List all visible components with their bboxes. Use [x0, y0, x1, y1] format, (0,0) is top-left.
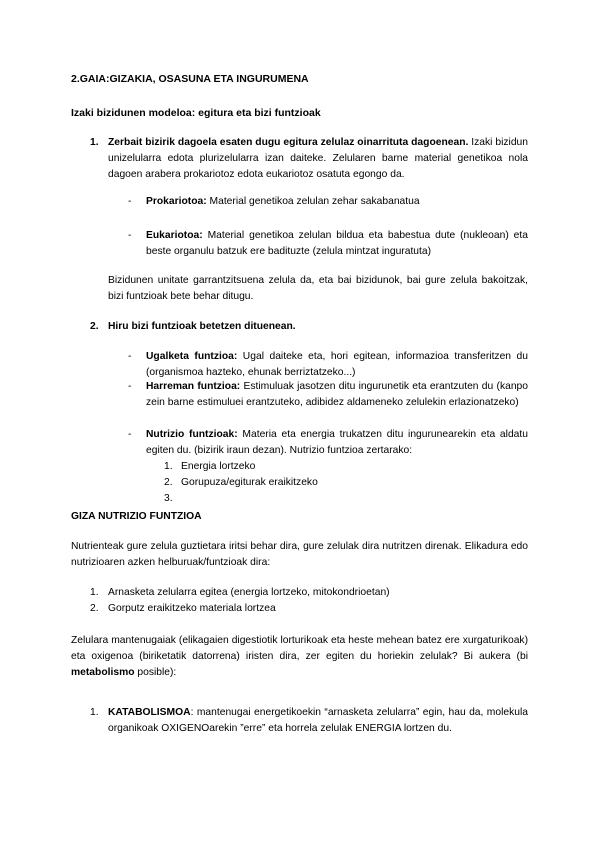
- nutrizio-sub-1-number: 1.: [164, 461, 173, 472]
- eukariotoa-label: Eukariotoa:: [146, 230, 203, 241]
- goal-1-number: 1.: [90, 587, 99, 598]
- ugalketa-dash: -: [128, 351, 132, 362]
- nutrizio-label: Nutrizio funtzioak:: [146, 429, 238, 440]
- harreman-text: Estimuluak jasotzen ditu ingurunetik eta erantzuten du (kanpo zein barne estimuluei erantzuteko, adibidez aldameneko zelulekin erlazionatzeko): [146, 381, 528, 408]
- eukariotoa-item: [146, 228, 528, 260]
- zelulara-text-a: Zelulara mantenugaiak (elikagaien digestiotik lorturikoak eta heste mehean batez ere xurgaturikoak) eta oxigenoa (biriketatik datorrena) iristen dira, zer egiten du horiekin zelulak? Bi aukera (bi: [71, 635, 528, 662]
- katabolismoa-text: : mantenugai energetikoekin “arnasketa zelularra” egin, hau da, molekula organikoak OXIGENOarekin ”erre” eta horrela zelulak ENERGIA lortzen du.: [108, 707, 528, 734]
- item2-heading: Hiru bizi funtzioak betetzen dituenean.: [108, 321, 296, 332]
- prokariotoa-label: Prokariotoa:: [146, 196, 207, 207]
- nutrizio-sub-3-number: 3.: [164, 493, 173, 504]
- item1-paragraph: [108, 135, 528, 183]
- katabolismoa-item: [108, 705, 528, 737]
- item2-number: 2.: [90, 321, 99, 332]
- harreman-item: [146, 379, 528, 411]
- prokariotoa-item: [146, 194, 528, 210]
- ugalketa-item: [146, 349, 528, 381]
- zelulara-bold: metabolismo: [71, 667, 135, 678]
- page-title: 2.GAIA:GIZAKIA, OSASUNA ETA INGURUMENA: [71, 73, 309, 85]
- nutrizio-sub-2-text: Gorupuza/egiturak eraikitzeko: [181, 477, 318, 488]
- harreman-dash: -: [128, 381, 132, 392]
- ugalketa-text: Ugal daiteke eta, hori egitean, informazioa transferitzen du (organismoa hazteko, ehunak berriztatzeko...): [146, 351, 528, 378]
- zelulara-text-b: posible):: [134, 667, 177, 678]
- nutrizio-dash: -: [128, 429, 132, 440]
- harreman-label: Harreman funtzioa:: [146, 381, 241, 392]
- goal-1-text: Arnasketa zelularra egitea (energia lortzeko, mitokondrioetan): [108, 587, 390, 598]
- nutrient-paragraph: Nutrienteak gure zelula guztietara iritsi behar dira, gure zelulak dira nutritzen direnak. Elikadura edo nutrizioaren azken helburuak/funtzioak dira:: [71, 541, 528, 568]
- item1-text: Izaki bizidun unizelularra edota plurizelularra izan daiteke. Zelularen barne material genetikoa nola dagoen arabera prokariotoz edota eukariotoz osatuta egongo da.: [108, 137, 528, 180]
- nutrizio-item: [146, 427, 528, 459]
- eukariotoa-text: Material genetikoa zelulan bildua eta babestua dute (nukleoan) eta beste organulu batzuk ere badituzte (zelula mintzat inguratuta): [146, 230, 528, 257]
- goal-2-number: 2.: [90, 603, 99, 614]
- nutrizio-sub-1-text: Energia lortzeko: [181, 461, 256, 472]
- goal-2-text: Gorputz eraikitzeko materiala lortzea: [108, 603, 276, 614]
- prokariotoa-dash: -: [128, 196, 132, 207]
- section2-title: GIZA NUTRIZIO FUNTZIOA: [71, 511, 202, 522]
- nutrizio-text: Materia eta energia trukatzen ditu ingurunearekin eta aldatu egiten du. (bizirik iraun dezan). Nutrizio funtzioa zertarako:: [146, 429, 528, 456]
- ugalketa-label: Ugalketa funtzioa:: [146, 351, 238, 362]
- katabolismoa-label: KATABOLISMOA: [108, 707, 191, 718]
- prokariotoa-text: Material genetikoa zelulan zehar sakabanatua: [206, 196, 420, 207]
- item1-number: 1.: [90, 137, 99, 148]
- eukariotoa-dash: -: [128, 230, 132, 241]
- section-subtitle: Izaki bizidunen modeloa: egitura eta bizi funtzioak: [71, 107, 321, 119]
- zelulara-paragraph: [71, 633, 528, 681]
- bizidun-paragraph: Bizidunen unitate garrantzitsuena zelula da, eta bai bizidunok, bai gure zelula bakoitzak, bizi funtzioak bete behar ditugu.: [108, 275, 528, 302]
- item1-bold: Zerbait bizirik dagoela esaten dugu egitura zelulaz oinarrituta dagoenean.: [108, 137, 469, 148]
- katabolismoa-number: 1.: [90, 707, 99, 718]
- nutrizio-sub-2-number: 2.: [164, 477, 173, 488]
